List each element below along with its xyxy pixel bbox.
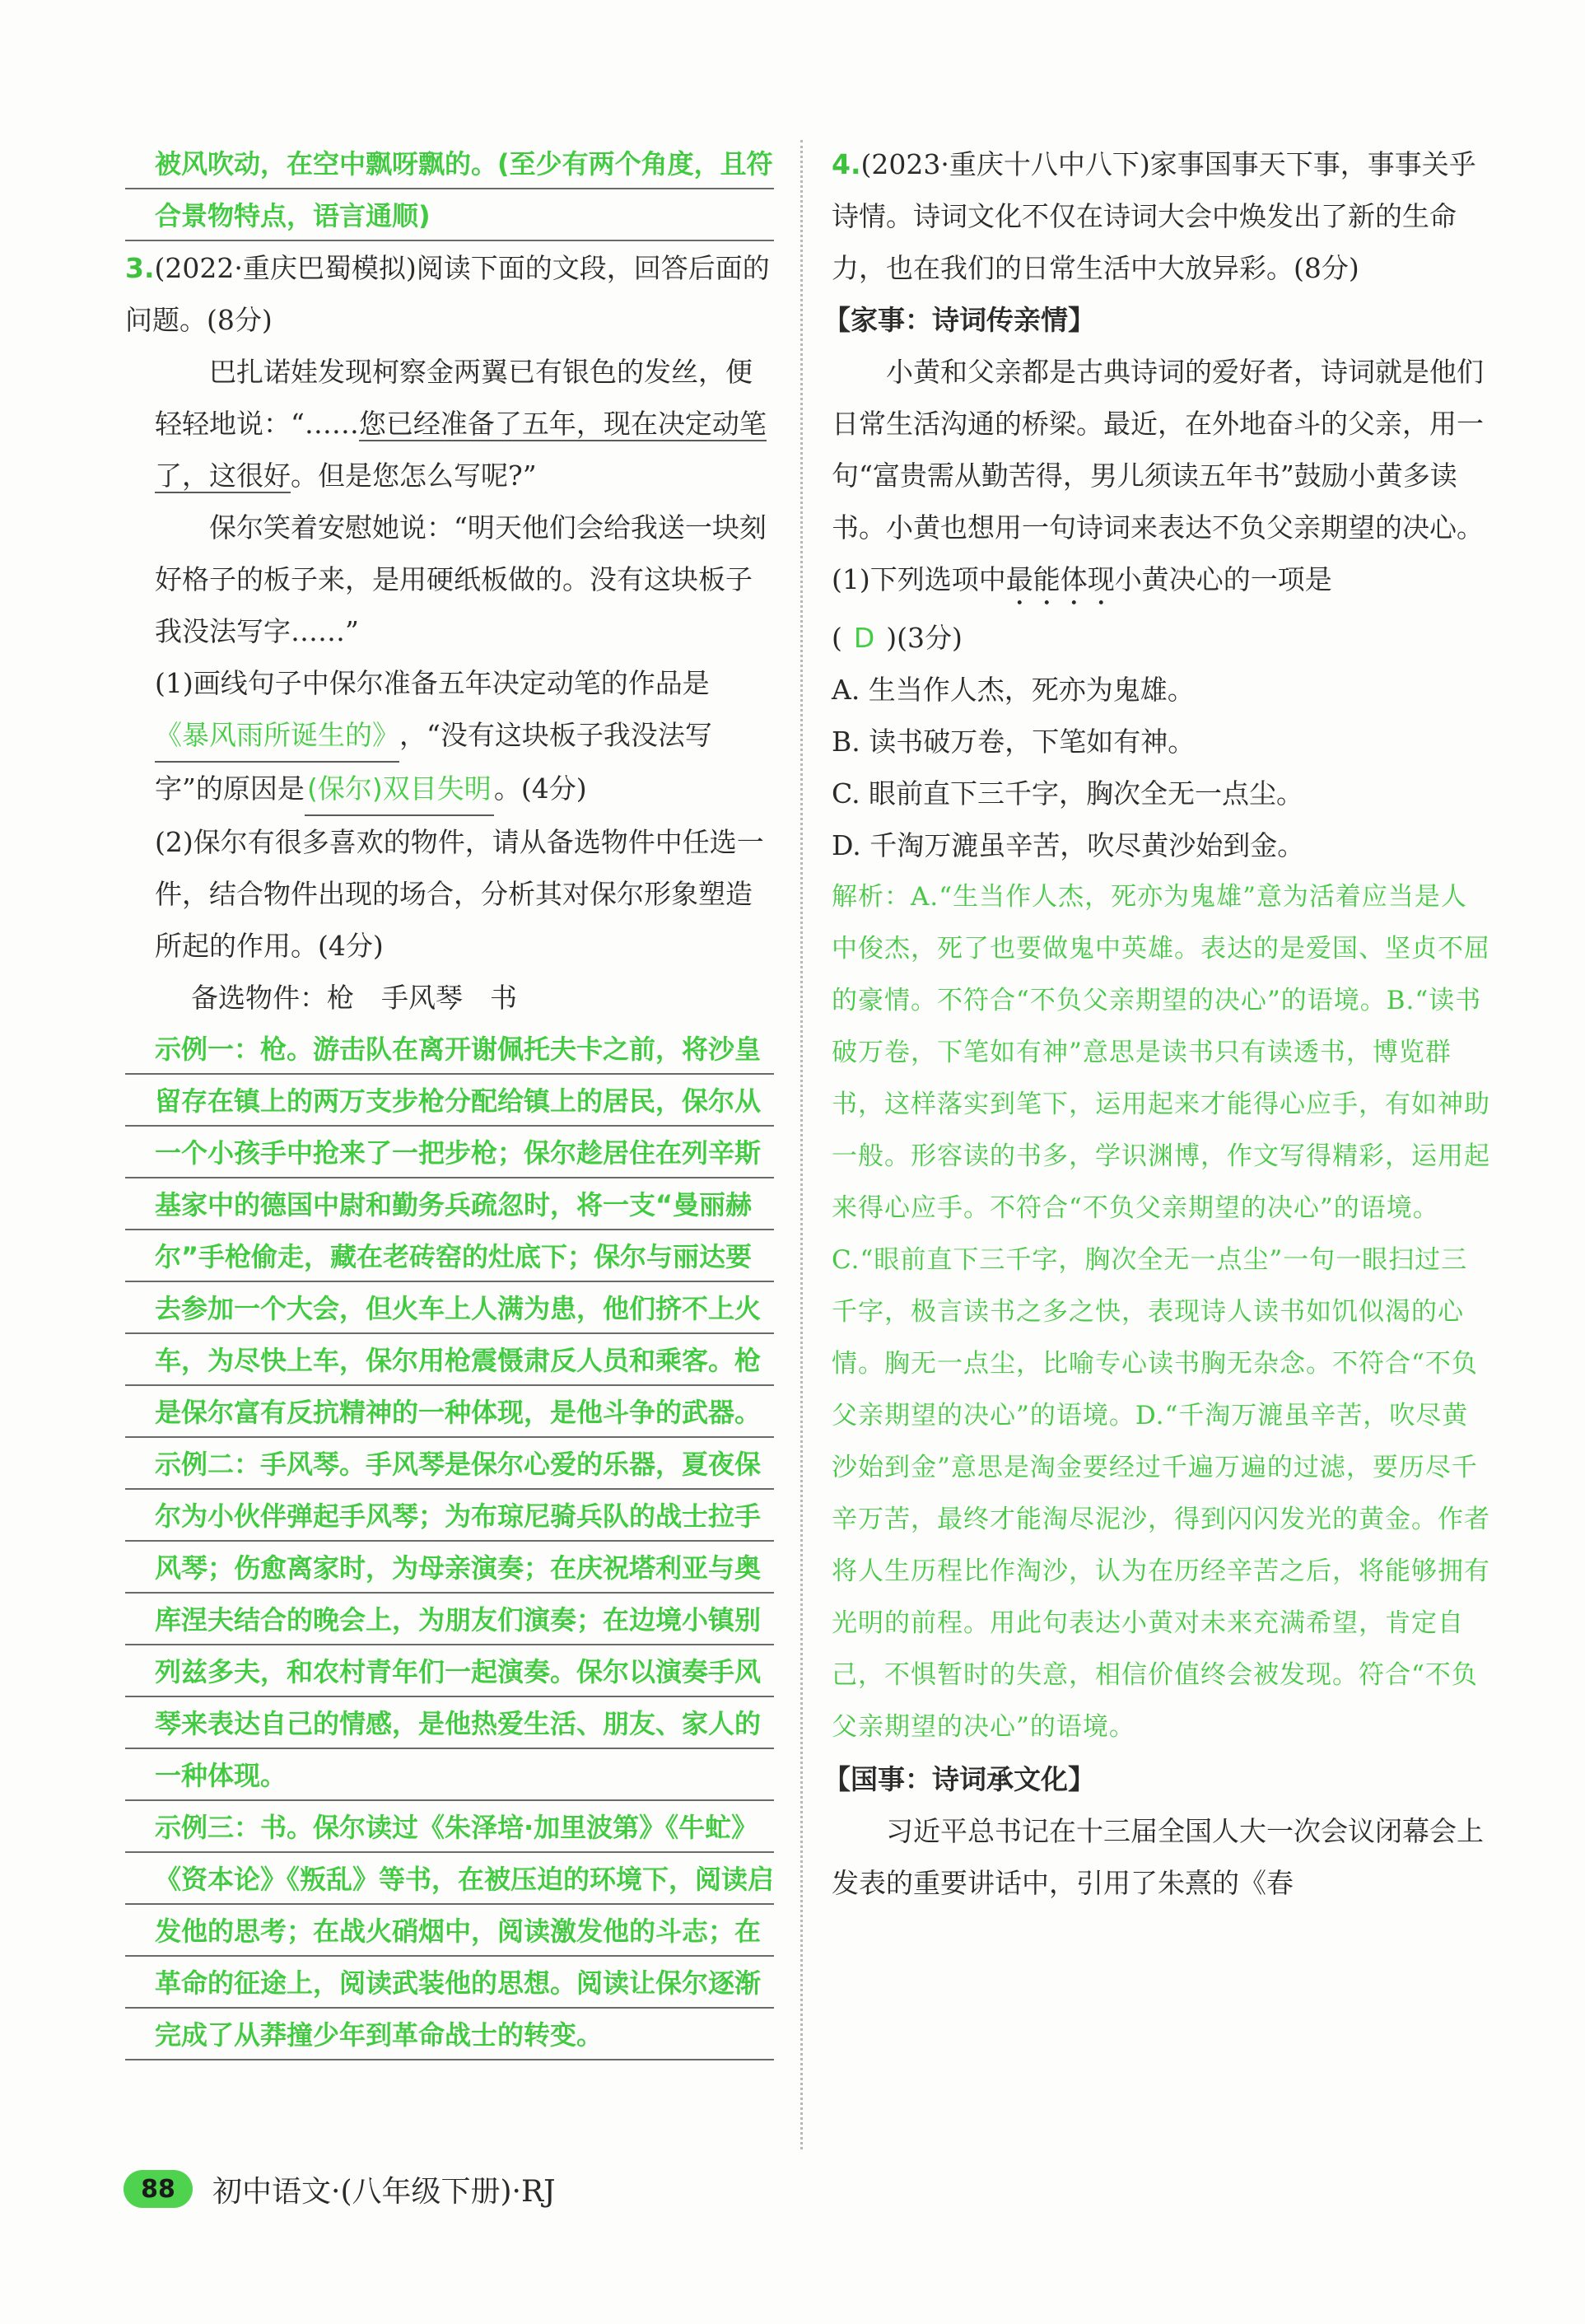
example-answer-2: 示例二：手风琴。手风琴是保尔心爱的乐器，夏夜保尔为小伙伴弹起手风琴；为布琼尼骑兵队的战士拉手风琴；伤愈离家时，为母亲演奏；在庆祝塔利亚与奥库涅夫结合的晚会上，为朋友们演奏；在边境小镇别列兹多夫，和农村青年们一起演奏。保尔以演奏手风琴来表达自己的情感，是他热爱生活、朋友、家人的一种体现。: [125, 1439, 774, 1802]
question-text: (1)画线句子中保尔准备五年决定动笔的作品是: [155, 667, 710, 699]
option-b[interactable]: B. 读书破万卷，下笔如有神。: [832, 726, 1196, 758]
sub-question-1-choice: [832, 553, 1490, 664]
section-heading-nation: 【国事：诗词承文化】: [823, 1763, 1095, 1795]
page-number-badge: 88: [124, 2170, 193, 2208]
answer-blank-work[interactable]: [155, 709, 399, 763]
answer-blank-reason[interactable]: [305, 763, 494, 816]
family-passage: 小黄和父亲都是古典诗词的爱好者，诗词就是他们日常生活沟通的桥梁。最近，在外地奋斗的父亲，用一句“富贵需从勤苦得，男儿须读五年书”鼓励小黄多读书。小黄也想用一句诗词来表达不负父亲期望的决心。: [832, 356, 1484, 544]
passage-paragraph-2: 保尔笑着安慰她说：“明天他们会给我送一块刻好格子的板子来，是用硬纸板做的。没有这块板子我没法写字……”: [155, 511, 767, 647]
option-c[interactable]: C. 眼前直下三千字，胸次全无一点尘。: [832, 777, 1304, 810]
emphasized-words: 最能体现: [1005, 563, 1115, 595]
passage-text: 巴扎诺娃发现柯察金两翼已有银色的发丝，便轻轻地说：“……: [155, 356, 753, 440]
column-divider: [800, 140, 803, 2149]
option-d[interactable]: D. 千淘万漉虽辛苦，吹尽黄沙始到金。: [832, 829, 1305, 861]
book-title: 初中语文·(八年级下册)·RJ: [212, 2174, 556, 2209]
underlined-sentence: 您已经准备了五年，现在决定动笔了，这很好: [155, 408, 767, 492]
right-column: [823, 138, 1490, 1909]
question-score: )(3分): [886, 622, 963, 654]
answer-work-title: 《暴风雨所诞生的》: [155, 719, 399, 751]
question-4-text: (2023·重庆十八中八下)家事国事天下事，事事关乎诗情。诗词文化不仅在诗词大会中焕发出了新的生命力，也在我们的日常生活中大放异彩。(8分): [832, 148, 1476, 284]
question-score: 。(4分): [493, 772, 587, 805]
options-line: 备选物件：枪 手风琴 书: [191, 982, 517, 1014]
passage-text: 。但是您怎么写呢?”: [291, 460, 537, 492]
question-text: (1)下列选项中: [832, 563, 1006, 595]
example-answer-1: 示例一：枪。游击队在离开谢佩托夫卡之前，将沙皇留存在镇上的两万支步枪分配给镇上的居民，保尔从一个小孩手中抢来了一把步枪；保尔趁居住在列辛斯基家中的德国中尉和勤务兵疏忽时，将一支“曼丽赫尔”手枪偷走，藏在老砖窑的灶底下；保尔与丽达要去参加一个大会，但火车上人满为患，他们挤不上火车，为尽快上车，保尔用枪震慑肃反人员和乘客。枪是保尔富有反抗精神的一种体现，是他斗争的武器。: [125, 1024, 774, 1439]
section-heading-family: 【家事：诗词传亲情】: [823, 304, 1095, 336]
question-4-number: 4.: [832, 148, 861, 180]
analysis-text: 解析：A.“生当作人杰，死亦为鬼雄”意为活着应当是人中俊杰，死了也要做鬼中英雄。表达的是爱国、坚贞不屈的豪情。不符合“不负父亲期望的决心”的语境。B.“读书破万卷，下笔如有神”意思是读书只有读透书，博览群书，这样落实到笔下，运用起来才能得心应手，有如神助一般。形容读的书多，学识渊博，作文写得精彩，运用起来得心应手。不符合“不负父亲期望的决心”的语境。C.“眼前直下三千字，胸次全无一点尘”一句一眼扫过三千字，极言读书之多之快，表现诗人读书如饥似渴的心情。胸无一点尘，比喻专心读书胸无杂念。不符合“不负父亲期望的决心”的语境。D.“千淘万漉虽辛苦，吹尽黄沙始到金”意思是淘金要经过千遍万遍的过滤，要历尽千辛万苦，最终才能淘尽泥沙，得到闪闪发光的黄金。作者将人生历程比作淘沙，认为在历经辛苦之后，将能够拥有光明的前程。用此句表达小黄对未来充满希望，肯定自己，不惧暂时的失意，相信价值终会被发现。符合“不负父亲期望的决心”的语境。: [832, 882, 1490, 1742]
page-footer: [124, 2166, 556, 2212]
left-column: [125, 138, 774, 2061]
nation-passage: 习近平总书记在十三届全国人大一次会议闭幕会上发表的重要讲话中，引用了朱熹的《春: [832, 1815, 1484, 1899]
answer-paren: (: [832, 622, 842, 654]
passage-paragraph-1: [125, 346, 774, 502]
question-3-number: 3.: [125, 252, 155, 284]
sub-question-1: [125, 657, 774, 816]
question-4-intro: [832, 138, 1490, 294]
question-text: 小黄决心的一项是: [1114, 563, 1332, 595]
question-text: ，“没有这块板子我没法写字”的原因是: [155, 719, 712, 805]
top-answer: 被风吹动，在空中飘呀飘的。(至少有两个角度，且符合景物特点，语言通顺): [125, 138, 774, 242]
sub-question-2: (2)保尔有很多喜欢的物件，请从备选物件中任选一件，结合物件出现的场合，分析其对保尔形象塑造所起的作用。(4分): [155, 826, 764, 962]
question-3-text: (2022·重庆巴蜀模拟)阅读下面的文段，回答后面的问题。(8分): [125, 252, 770, 336]
choice-answer[interactable]: D: [853, 622, 875, 654]
question-3-intro: [125, 242, 774, 346]
example-answer-3: 示例三：书。保尔读过《朱泽培·加里波第》《牛虻》《资本论》《叛乱》等书，在被压迫的环境下，阅读启发他的思考；在战火硝烟中，阅读激发他的斗志；在革命的征途上，阅读武装他的思想。阅读让保尔逐渐完成了从莽撞少年到革命战士的转变。: [125, 1802, 774, 2061]
option-a[interactable]: A. 生当作人杰，死亦为鬼雄。: [832, 674, 1195, 706]
answer-reason: (保尔)双目失明: [307, 772, 492, 805]
